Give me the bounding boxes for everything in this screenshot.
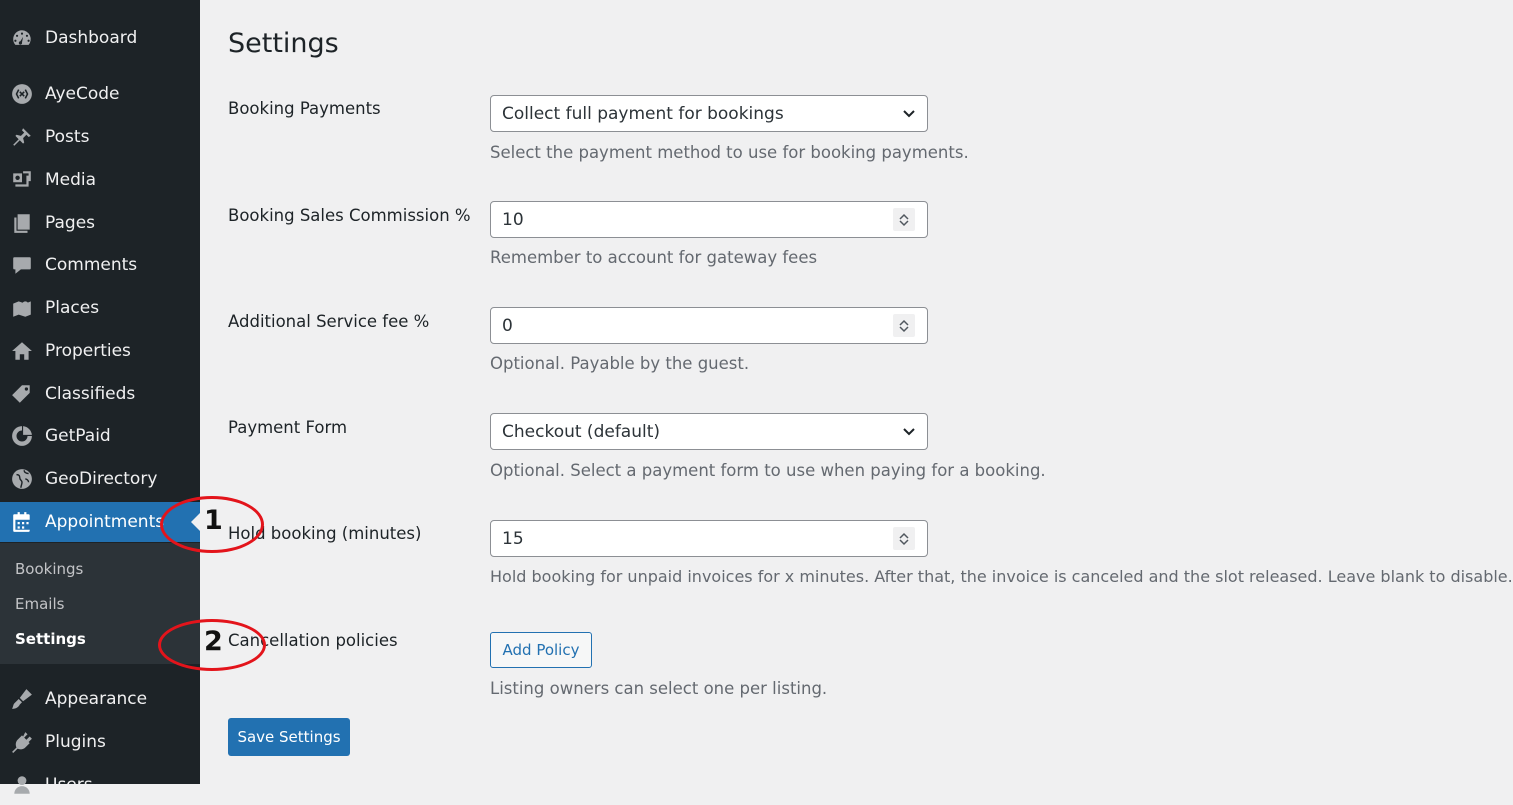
- select-value: Collect full payment for bookings: [502, 103, 784, 124]
- menu-item-geodirectory[interactable]: [0, 459, 200, 499]
- hold-booking-label: Hold booking (minutes): [228, 524, 422, 543]
- hold-booking-input[interactable]: [490, 520, 928, 557]
- menu-label: Properties: [45, 341, 131, 361]
- pages-icon: [10, 211, 34, 235]
- booking-payments-label: Booking Payments: [228, 99, 381, 118]
- menu-label: Places: [45, 298, 100, 318]
- spinner-up-icon: [899, 213, 909, 220]
- menu-label: Appearance: [45, 689, 148, 709]
- calendar-icon: [10, 510, 34, 534]
- menu-label: Classifieds: [45, 384, 136, 404]
- menu-label: Plugins: [45, 732, 106, 752]
- users-icon: [10, 773, 34, 797]
- map-icon: [10, 296, 34, 320]
- input-value: 10: [502, 209, 524, 230]
- menu-item-pages[interactable]: [0, 203, 200, 243]
- service-fee-input[interactable]: [490, 307, 928, 344]
- menu-item-properties[interactable]: [0, 331, 200, 371]
- select-value: Checkout (default): [502, 421, 661, 442]
- add-policy-button[interactable]: Add Policy: [490, 632, 592, 668]
- media-icon: [10, 168, 34, 192]
- spinner-down-icon: [899, 326, 909, 333]
- spinner-up-icon: [899, 532, 909, 539]
- submenu-item-settings[interactable]: Settings: [15, 630, 86, 648]
- menu-label: AyeCode: [45, 84, 120, 104]
- booking-payments-select[interactable]: [490, 95, 928, 132]
- save-settings-button[interactable]: Save Settings: [228, 718, 350, 756]
- submenu-item-bookings[interactable]: Bookings: [15, 560, 84, 578]
- commission-description: Remember to account for gateway fees: [490, 248, 818, 267]
- spinner-down-icon: [899, 539, 909, 546]
- menu-label: Posts: [45, 127, 90, 147]
- plugin-icon: [10, 730, 34, 754]
- commission-input[interactable]: [490, 201, 928, 238]
- comments-icon: [10, 253, 34, 277]
- number-spinner[interactable]: [893, 527, 915, 550]
- spinner-up-icon: [899, 319, 909, 326]
- menu-item-classifieds[interactable]: [0, 374, 200, 414]
- service-fee-description: Optional. Payable by the guest.: [490, 354, 750, 373]
- menu-item-ayecode[interactable]: [0, 74, 200, 114]
- page-title: Settings: [228, 28, 339, 59]
- menu-item-plugins[interactable]: [0, 722, 200, 762]
- home-icon: [10, 339, 34, 363]
- input-value: 0: [502, 315, 513, 336]
- payment-form-label: Payment Form: [228, 418, 348, 437]
- spinner-down-icon: [899, 220, 909, 227]
- menu-item-posts[interactable]: [0, 117, 200, 157]
- input-value: 15: [502, 528, 524, 549]
- menu-label: Comments: [45, 255, 138, 275]
- pin-icon: [10, 125, 34, 149]
- payment-form-description: Optional. Select a payment form to use when paying for a booking.: [490, 461, 1046, 480]
- menu-label: Pages: [45, 213, 96, 233]
- menu-item-dashboard[interactable]: [0, 18, 200, 58]
- admin-sidebar: [0, 0, 200, 795]
- chevron-down-icon: [901, 105, 917, 121]
- menu-item-media[interactable]: [0, 160, 200, 200]
- commission-label: Booking Sales Commission %: [228, 206, 471, 225]
- annotation-number-1: 1: [204, 505, 223, 536]
- menu-label: Media: [45, 170, 97, 190]
- cancellation-label: Cancellation policies: [228, 631, 398, 650]
- booking-payments-description: Select the payment method to use for booking payments.: [490, 143, 969, 162]
- ayecode-icon: [10, 82, 34, 106]
- cancellation-description: Listing owners can select one per listing.: [490, 679, 828, 698]
- globe-icon: [10, 467, 34, 491]
- menu-label: GeoDirectory: [45, 469, 158, 489]
- menu-label: Appointments: [45, 512, 165, 532]
- tag-icon: [10, 382, 34, 406]
- menu-label: Dashboard: [45, 28, 138, 48]
- number-spinner[interactable]: [893, 208, 915, 231]
- menu-label: Users: [45, 775, 93, 795]
- menu-item-appearance[interactable]: [0, 679, 200, 719]
- menu-item-comments[interactable]: [0, 245, 200, 285]
- hold-booking-description: Hold booking for unpaid invoices for x minutes. After that, the invoice is canceled and the slot released. Leave blank to disable.: [490, 567, 1513, 586]
- number-spinner[interactable]: [893, 314, 915, 337]
- menu-item-getpaid[interactable]: [0, 416, 200, 456]
- dashboard-icon: [10, 26, 34, 50]
- annotation-number-2: 2: [204, 626, 223, 657]
- menu-label: GetPaid: [45, 426, 111, 446]
- submenu-item-emails[interactable]: Emails: [15, 595, 65, 613]
- menu-item-places[interactable]: [0, 288, 200, 328]
- getpaid-icon: [10, 424, 34, 448]
- brush-icon: [10, 687, 34, 711]
- chevron-down-icon: [901, 423, 917, 439]
- service-fee-label: Additional Service fee %: [228, 312, 430, 331]
- menu-item-users[interactable]: [0, 765, 200, 805]
- payment-form-select[interactable]: [490, 413, 928, 450]
